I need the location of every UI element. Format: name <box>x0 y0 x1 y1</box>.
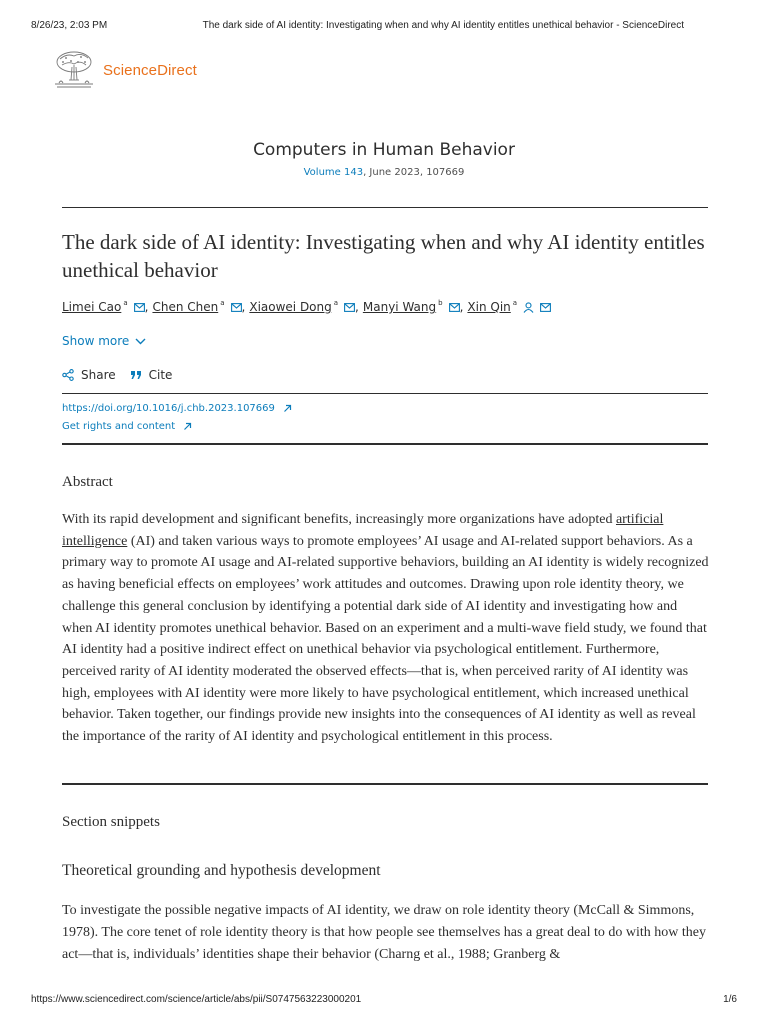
abstract-text-start: With its rapid development and significant benefits, increasingly more organizations have adopted <box>62 512 616 527</box>
email-icon[interactable] <box>540 303 551 312</box>
author-name[interactable]: Xiaowei Dong <box>249 300 332 314</box>
email-icon[interactable] <box>344 303 355 312</box>
artificial-intelligence-link[interactable]: artificial intelligence <box>62 512 664 549</box>
print-datetime: 8/26/23, 2:03 PM <box>31 20 108 31</box>
snippet-title[interactable]: Theoretical grounding and hypothesis development <box>62 862 381 879</box>
author-name[interactable]: Xin Qin <box>467 300 511 314</box>
author-name[interactable]: Chen Chen <box>152 300 219 314</box>
external-link-icon <box>183 422 192 431</box>
cite-label: Cite <box>148 368 173 382</box>
author-separator: , <box>241 300 246 314</box>
author-separator: , <box>144 300 149 314</box>
divider <box>62 393 708 394</box>
author-name[interactable]: Manyi Wang <box>362 300 437 314</box>
show-more-button[interactable] <box>62 334 146 348</box>
author-name[interactable]: Limei Cao <box>62 300 122 314</box>
divider <box>62 783 708 785</box>
email-icon[interactable] <box>449 303 460 312</box>
print-footer <box>31 994 737 1005</box>
elsevier-tree-icon <box>51 49 97 91</box>
cite-button[interactable] <box>130 368 173 382</box>
doi-link[interactable] <box>62 403 292 414</box>
rights-link[interactable] <box>62 421 192 432</box>
affiliation-marker[interactable]: a <box>123 299 128 307</box>
abstract-text <box>62 509 710 748</box>
issue-info <box>0 167 768 178</box>
corresponding-author-icon[interactable] <box>523 302 534 313</box>
rights-text: Get rights and content <box>62 421 176 432</box>
divider <box>62 443 708 445</box>
affiliation-marker[interactable]: a <box>333 299 339 307</box>
snippet-text: To investigate the possible negative impacts of AI identity, we draw on role identity theory (McCall & Simmons, 1978). The core tenet of role identity theory is that how people see themselves has a great deal to do with how they act—that is, individuals’ identities shape their behavior (Charng et al., 1988; Granberg & <box>62 903 706 962</box>
chevron-down-icon <box>135 338 146 345</box>
abstract-heading: Abstract <box>62 474 113 490</box>
author-item <box>249 300 363 314</box>
volume-link[interactable]: Volume 143 <box>303 167 364 178</box>
brand-name: ScienceDirect <box>103 61 197 79</box>
affiliation-marker[interactable]: a <box>220 299 225 307</box>
author-separator: , <box>459 300 464 314</box>
author-separator: , <box>355 300 359 314</box>
email-icon[interactable] <box>134 303 145 312</box>
print-header <box>31 20 684 31</box>
issue-details: , June 2023, 107669 <box>363 167 465 178</box>
section-snippets-heading: Section snippets <box>62 814 160 830</box>
show-more-label: Show more <box>62 334 130 348</box>
print-page-number: 1/6 <box>723 994 737 1005</box>
print-url: https://www.sciencedirect.com/science/article/abs/pii/S0747563223000201 <box>31 994 362 1005</box>
email-icon[interactable] <box>231 303 242 312</box>
author-item <box>152 300 249 314</box>
abstract-text-end: (AI) and taken various ways to promote employees’ AI usage and AI-related support behaviors. As a primary way to promote AI usage and AI-related supportive behaviors, building an AI identity is widely recognized as having beneficial effects on employees’ work attitudes and outcomes. Drawing upon role identity theory, we challenge this general conclusion by identifying a potential dark side of AI identity and investigating how and when AI identity promotes unethical behavior. Based on an experiment and a multi-wave field study, we found that AI identity had a positive indirect effect on unethical behavior via psychological entitlement. Furthermore, perceived rarity of AI identity moderated the observed effects—that is, when perceived rarity of AI identity was high, employees with AI identity were more likely to have psychological entitlement, which increased unethical behavior. Taken together, our findings provide new insights into the consequences of AI identity as well as reveal the importance of the rarity of AI identity and psychological entitlement in this process. <box>62 533 709 745</box>
author-item <box>62 300 152 314</box>
journal-title[interactable]: Computers in Human Behavior <box>253 140 515 160</box>
external-link-icon <box>283 404 292 413</box>
print-page-title: The dark side of AI identity: Investigating when and why AI identity entitles unethical behavior - ScienceDirect <box>202 20 684 31</box>
quote-icon <box>130 370 142 380</box>
affiliation-marker[interactable]: b <box>438 299 443 307</box>
share-label: Share <box>81 368 116 382</box>
sciencedirect-logo[interactable] <box>51 49 197 91</box>
affiliation-marker[interactable]: a <box>512 299 518 307</box>
author-item <box>363 300 468 314</box>
author-item <box>467 300 551 314</box>
article-title: The dark side of AI identity: Investigating when and why AI identity entitles unethical behavior <box>62 230 705 282</box>
author-list <box>62 300 708 314</box>
share-icon <box>62 369 74 381</box>
divider <box>62 207 708 208</box>
article-actions <box>62 368 186 382</box>
share-button[interactable] <box>62 368 116 382</box>
doi-text: https://doi.org/10.1016/j.chb.2023.107669 <box>62 403 275 414</box>
